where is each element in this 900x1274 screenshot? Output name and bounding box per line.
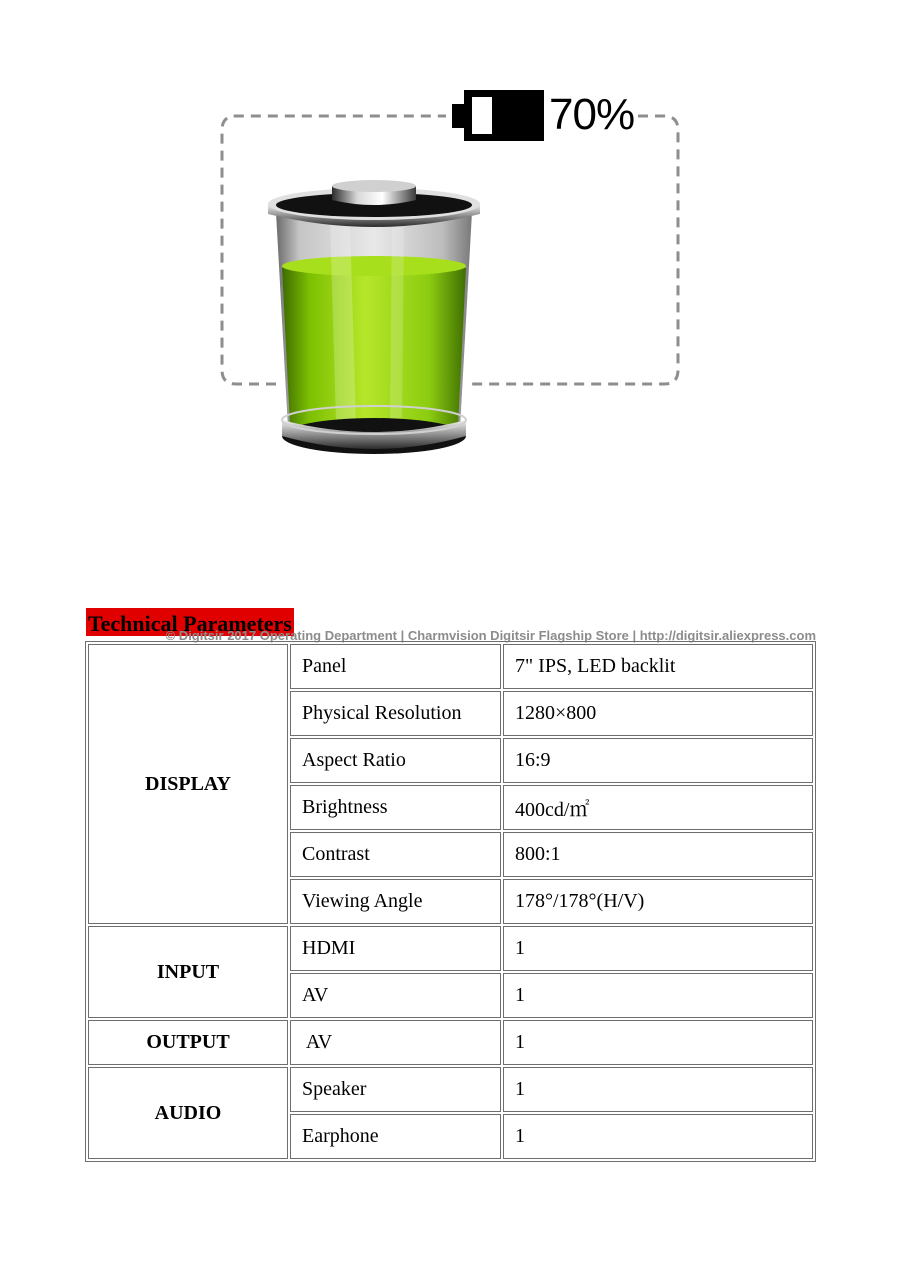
param-value: 800:1 bbox=[503, 832, 813, 877]
section-title: Technical Parameters bbox=[86, 608, 294, 636]
param-value: 400cd/㎡ bbox=[503, 785, 813, 830]
table-row bbox=[88, 1067, 813, 1112]
battery-percent-label: 70% bbox=[549, 90, 635, 139]
battery-body bbox=[268, 180, 480, 454]
param-value: 7" IPS, LED backlit bbox=[503, 644, 813, 689]
param-value: 1280×800 bbox=[503, 691, 813, 736]
category-input: INPUT bbox=[88, 926, 288, 1018]
param-name: HDMI bbox=[290, 926, 501, 971]
param-name: Contrast bbox=[290, 832, 501, 877]
category-output: OUTPUT bbox=[88, 1020, 288, 1065]
technical-parameters-table bbox=[85, 641, 816, 1162]
param-value: 178°/178°(H/V) bbox=[503, 879, 813, 924]
table-row bbox=[88, 644, 813, 689]
table-row bbox=[88, 926, 813, 971]
table-row bbox=[88, 1020, 813, 1065]
category-display: DISPLAY bbox=[88, 644, 288, 924]
battery-graphic bbox=[0, 0, 900, 520]
param-name: AV bbox=[290, 1020, 501, 1065]
param-name: Aspect Ratio bbox=[290, 738, 501, 783]
watermark-text: © Digitsir 2017 Operating Department | Charmvision Digitsir Flagship Store | http://digitsir.aliexpress.com bbox=[165, 628, 816, 643]
param-value: 1 bbox=[503, 973, 813, 1018]
battery-illustration bbox=[0, 0, 900, 520]
param-name: Speaker bbox=[290, 1067, 501, 1112]
param-name: Viewing Angle bbox=[290, 879, 501, 924]
param-name: Brightness bbox=[290, 785, 501, 830]
param-value: 16:9 bbox=[503, 738, 813, 783]
param-value: 1 bbox=[503, 1067, 813, 1112]
param-value: 1 bbox=[503, 926, 813, 971]
param-value: 1 bbox=[503, 1114, 813, 1159]
param-name: Earphone bbox=[290, 1114, 501, 1159]
param-value: 1 bbox=[503, 1020, 813, 1065]
battery-level-icon bbox=[452, 90, 544, 141]
param-name: Physical Resolution bbox=[290, 691, 501, 736]
category-audio: AUDIO bbox=[88, 1067, 288, 1159]
param-name: AV bbox=[290, 973, 501, 1018]
param-name: Panel bbox=[290, 644, 501, 689]
